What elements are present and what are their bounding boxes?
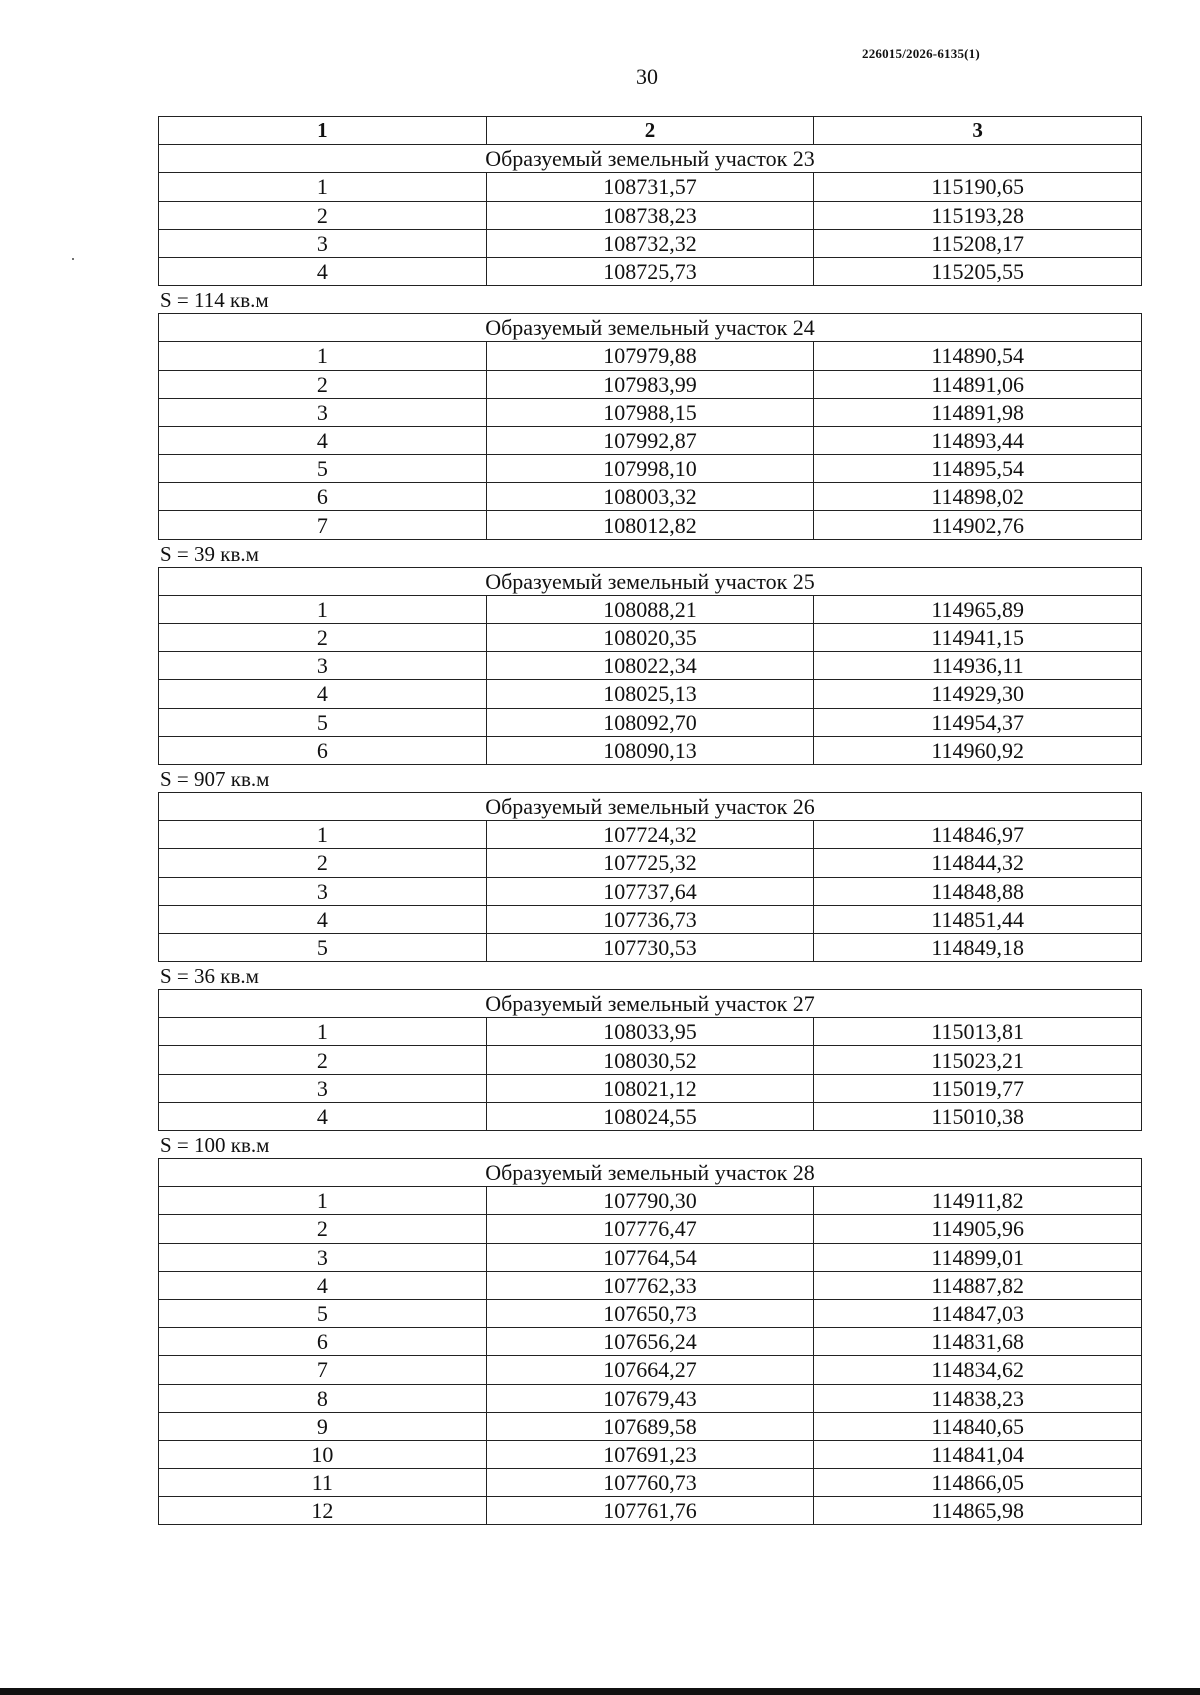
coordinate-x: 108022,34 [486, 652, 814, 680]
coordinate-y: 114911,82 [814, 1187, 1142, 1215]
point-number: 7 [159, 1356, 487, 1384]
table-row [159, 1412, 1142, 1440]
table-row [159, 821, 1142, 849]
point-number: 3 [159, 877, 487, 905]
coordinate-y: 114846,97 [814, 821, 1142, 849]
land-plot-table [158, 567, 1142, 765]
coordinate-x: 107762,33 [486, 1271, 814, 1299]
plot-area-note: S = 114 кв.м [160, 288, 269, 313]
table-row [159, 426, 1142, 454]
coordinate-y: 115019,77 [814, 1074, 1142, 1102]
coordinate-y: 114838,23 [814, 1384, 1142, 1412]
table-row [159, 933, 1142, 961]
coordinate-x: 107724,32 [486, 821, 814, 849]
plot-title-row [159, 314, 1142, 342]
plot-title: Образуемый земельный участок 25 [159, 567, 1142, 595]
land-plot-table [158, 989, 1142, 1131]
point-number: 1 [159, 821, 487, 849]
land-plot-table [158, 313, 1142, 540]
column-header: 3 [814, 117, 1142, 145]
table-row [159, 595, 1142, 623]
point-number: 2 [159, 849, 487, 877]
point-number: 4 [159, 257, 487, 285]
point-number: 9 [159, 1412, 487, 1440]
plot-title-row [159, 1159, 1142, 1187]
point-number: 2 [159, 201, 487, 229]
point-number: 10 [159, 1440, 487, 1468]
coordinate-y: 114941,15 [814, 624, 1142, 652]
table-row [159, 680, 1142, 708]
coordinate-x: 107776,47 [486, 1215, 814, 1243]
point-number: 5 [159, 1299, 487, 1327]
point-number: 4 [159, 1271, 487, 1299]
coordinate-x: 107730,53 [486, 933, 814, 961]
coordinate-y: 114844,32 [814, 849, 1142, 877]
coordinate-x: 108738,23 [486, 201, 814, 229]
plot-title-row [159, 145, 1142, 173]
coordinate-y: 114960,92 [814, 736, 1142, 764]
plot-title-row [159, 990, 1142, 1018]
coordinate-x: 108021,12 [486, 1074, 814, 1102]
coordinate-y: 114848,88 [814, 877, 1142, 905]
coordinate-x: 107983,99 [486, 370, 814, 398]
coordinate-y: 115205,55 [814, 257, 1142, 285]
coordinate-x: 107998,10 [486, 455, 814, 483]
point-number: 3 [159, 1074, 487, 1102]
table-row [159, 708, 1142, 736]
plot-title: Образуемый земельный участок 23 [159, 145, 1142, 173]
coordinate-y: 114831,68 [814, 1328, 1142, 1356]
point-number: 5 [159, 933, 487, 961]
page-bottom-border [0, 1688, 1200, 1695]
coordinate-y: 114849,18 [814, 933, 1142, 961]
point-number: 1 [159, 1187, 487, 1215]
table-row [159, 1215, 1142, 1243]
table-row [159, 1102, 1142, 1130]
coordinate-y: 114965,89 [814, 595, 1142, 623]
table-row [159, 849, 1142, 877]
coordinate-x: 107761,76 [486, 1497, 814, 1525]
coordinate-y: 115010,38 [814, 1102, 1142, 1130]
coordinate-x: 107992,87 [486, 426, 814, 454]
coordinate-y: 114893,44 [814, 426, 1142, 454]
coordinate-x: 108003,32 [486, 483, 814, 511]
point-number: 1 [159, 173, 487, 201]
point-number: 3 [159, 229, 487, 257]
coordinate-y: 115023,21 [814, 1046, 1142, 1074]
table-row [159, 229, 1142, 257]
table-row [159, 905, 1142, 933]
coordinate-x: 108732,32 [486, 229, 814, 257]
table-row [159, 1243, 1142, 1271]
point-number: 2 [159, 624, 487, 652]
coordinate-x: 108731,57 [486, 173, 814, 201]
point-number: 1 [159, 342, 487, 370]
table-row [159, 1469, 1142, 1497]
page-number: 30 [636, 64, 658, 89]
coordinate-x: 107689,58 [486, 1412, 814, 1440]
column-header: 2 [486, 117, 814, 145]
coordinate-y: 114834,62 [814, 1356, 1142, 1384]
coordinate-x: 107691,23 [486, 1440, 814, 1468]
point-number: 12 [159, 1497, 487, 1525]
coordinate-x: 107979,88 [486, 342, 814, 370]
scan-speck [72, 258, 74, 260]
table-row [159, 370, 1142, 398]
point-number: 11 [159, 1469, 487, 1497]
coordinate-y: 114847,03 [814, 1299, 1142, 1327]
coordinate-x: 107679,43 [486, 1384, 814, 1412]
point-number: 6 [159, 736, 487, 764]
table-row [159, 652, 1142, 680]
table-row [159, 1074, 1142, 1102]
column-header: 1 [159, 117, 487, 145]
coordinate-x: 107656,24 [486, 1328, 814, 1356]
coordinate-x: 107737,64 [486, 877, 814, 905]
table-row [159, 877, 1142, 905]
point-number: 4 [159, 905, 487, 933]
coordinate-x: 107790,30 [486, 1187, 814, 1215]
table-row [159, 1384, 1142, 1412]
coordinate-x: 108092,70 [486, 708, 814, 736]
table-row [159, 1356, 1142, 1384]
coordinate-x: 107664,27 [486, 1356, 814, 1384]
plot-area-note: S = 39 кв.м [160, 541, 259, 566]
coordinate-y: 114887,82 [814, 1271, 1142, 1299]
coordinate-x: 108088,21 [486, 595, 814, 623]
document-id: 226015/2026-6135(1) [862, 46, 980, 61]
coordinate-y: 114841,04 [814, 1440, 1142, 1468]
coordinate-y: 115013,81 [814, 1018, 1142, 1046]
point-number: 1 [159, 1018, 487, 1046]
point-number: 4 [159, 426, 487, 454]
table-row [159, 1046, 1142, 1074]
coordinate-y: 115193,28 [814, 201, 1142, 229]
coordinate-x: 108030,52 [486, 1046, 814, 1074]
coordinate-y: 114890,54 [814, 342, 1142, 370]
plot-title-row [159, 792, 1142, 820]
table-row [159, 173, 1142, 201]
coordinate-y: 114954,37 [814, 708, 1142, 736]
plot-title: Образуемый земельный участок 24 [159, 314, 1142, 342]
point-number: 6 [159, 483, 487, 511]
table-row [159, 455, 1142, 483]
coordinate-x: 107725,32 [486, 849, 814, 877]
coordinate-x: 108012,82 [486, 511, 814, 539]
table-row [159, 736, 1142, 764]
table-row [159, 1328, 1142, 1356]
table-row [159, 511, 1142, 539]
plot-title-row [159, 567, 1142, 595]
point-number: 3 [159, 398, 487, 426]
coordinate-x: 108725,73 [486, 257, 814, 285]
coordinate-y: 114895,54 [814, 455, 1142, 483]
coordinate-x: 108033,95 [486, 1018, 814, 1046]
table-row [159, 342, 1142, 370]
plot-title: Образуемый земельный участок 27 [159, 990, 1142, 1018]
plot-area-note: S = 36 кв.м [160, 964, 259, 989]
coordinate-y: 114866,05 [814, 1469, 1142, 1497]
table-row [159, 1299, 1142, 1327]
point-number: 2 [159, 1046, 487, 1074]
point-number: 4 [159, 1102, 487, 1130]
plot-title: Образуемый земельный участок 26 [159, 792, 1142, 820]
point-number: 3 [159, 1243, 487, 1271]
coordinate-y: 114891,98 [814, 398, 1142, 426]
coordinate-x: 108025,13 [486, 680, 814, 708]
coordinate-y: 114865,98 [814, 1497, 1142, 1525]
table-row [159, 1497, 1142, 1525]
coordinate-y: 114898,02 [814, 483, 1142, 511]
land-plot-table [158, 1158, 1142, 1525]
point-number: 5 [159, 455, 487, 483]
coordinate-x: 107736,73 [486, 905, 814, 933]
land-plot-table [158, 792, 1142, 962]
coordinate-y: 114899,01 [814, 1243, 1142, 1271]
point-number: 2 [159, 1215, 487, 1243]
coordinate-x: 108024,55 [486, 1102, 814, 1130]
point-number: 8 [159, 1384, 487, 1412]
point-number: 4 [159, 680, 487, 708]
table-row [159, 1018, 1142, 1046]
point-number: 1 [159, 595, 487, 623]
table-row [159, 398, 1142, 426]
point-number: 5 [159, 708, 487, 736]
coordinate-y: 114840,65 [814, 1412, 1142, 1440]
land-plot-table [158, 116, 1142, 286]
table-row [159, 1271, 1142, 1299]
plot-title: Образуемый земельный участок 28 [159, 1159, 1142, 1187]
coordinate-y: 114905,96 [814, 1215, 1142, 1243]
table-row [159, 1187, 1142, 1215]
coordinate-y: 115190,65 [814, 173, 1142, 201]
coordinate-x: 107650,73 [486, 1299, 814, 1327]
plot-area-note: S = 907 кв.м [160, 766, 270, 791]
coordinate-x: 107988,15 [486, 398, 814, 426]
coordinate-x: 108020,35 [486, 624, 814, 652]
coordinate-x: 108090,13 [486, 736, 814, 764]
coordinate-y: 114929,30 [814, 680, 1142, 708]
point-number: 2 [159, 370, 487, 398]
coordinate-y: 114851,44 [814, 905, 1142, 933]
coordinate-y: 114936,11 [814, 652, 1142, 680]
table-row [159, 201, 1142, 229]
table-row [159, 483, 1142, 511]
coordinate-y: 115208,17 [814, 229, 1142, 257]
column-header-row [159, 117, 1142, 145]
coordinate-x: 107764,54 [486, 1243, 814, 1271]
coordinate-x: 107760,73 [486, 1469, 814, 1497]
coordinates-document [158, 116, 1142, 1525]
coordinate-y: 114891,06 [814, 370, 1142, 398]
point-number: 3 [159, 652, 487, 680]
table-row [159, 624, 1142, 652]
table-row [159, 1440, 1142, 1468]
point-number: 7 [159, 511, 487, 539]
coordinate-y: 114902,76 [814, 511, 1142, 539]
point-number: 6 [159, 1328, 487, 1356]
plot-area-note: S = 100 кв.м [160, 1133, 270, 1157]
table-row [159, 257, 1142, 285]
